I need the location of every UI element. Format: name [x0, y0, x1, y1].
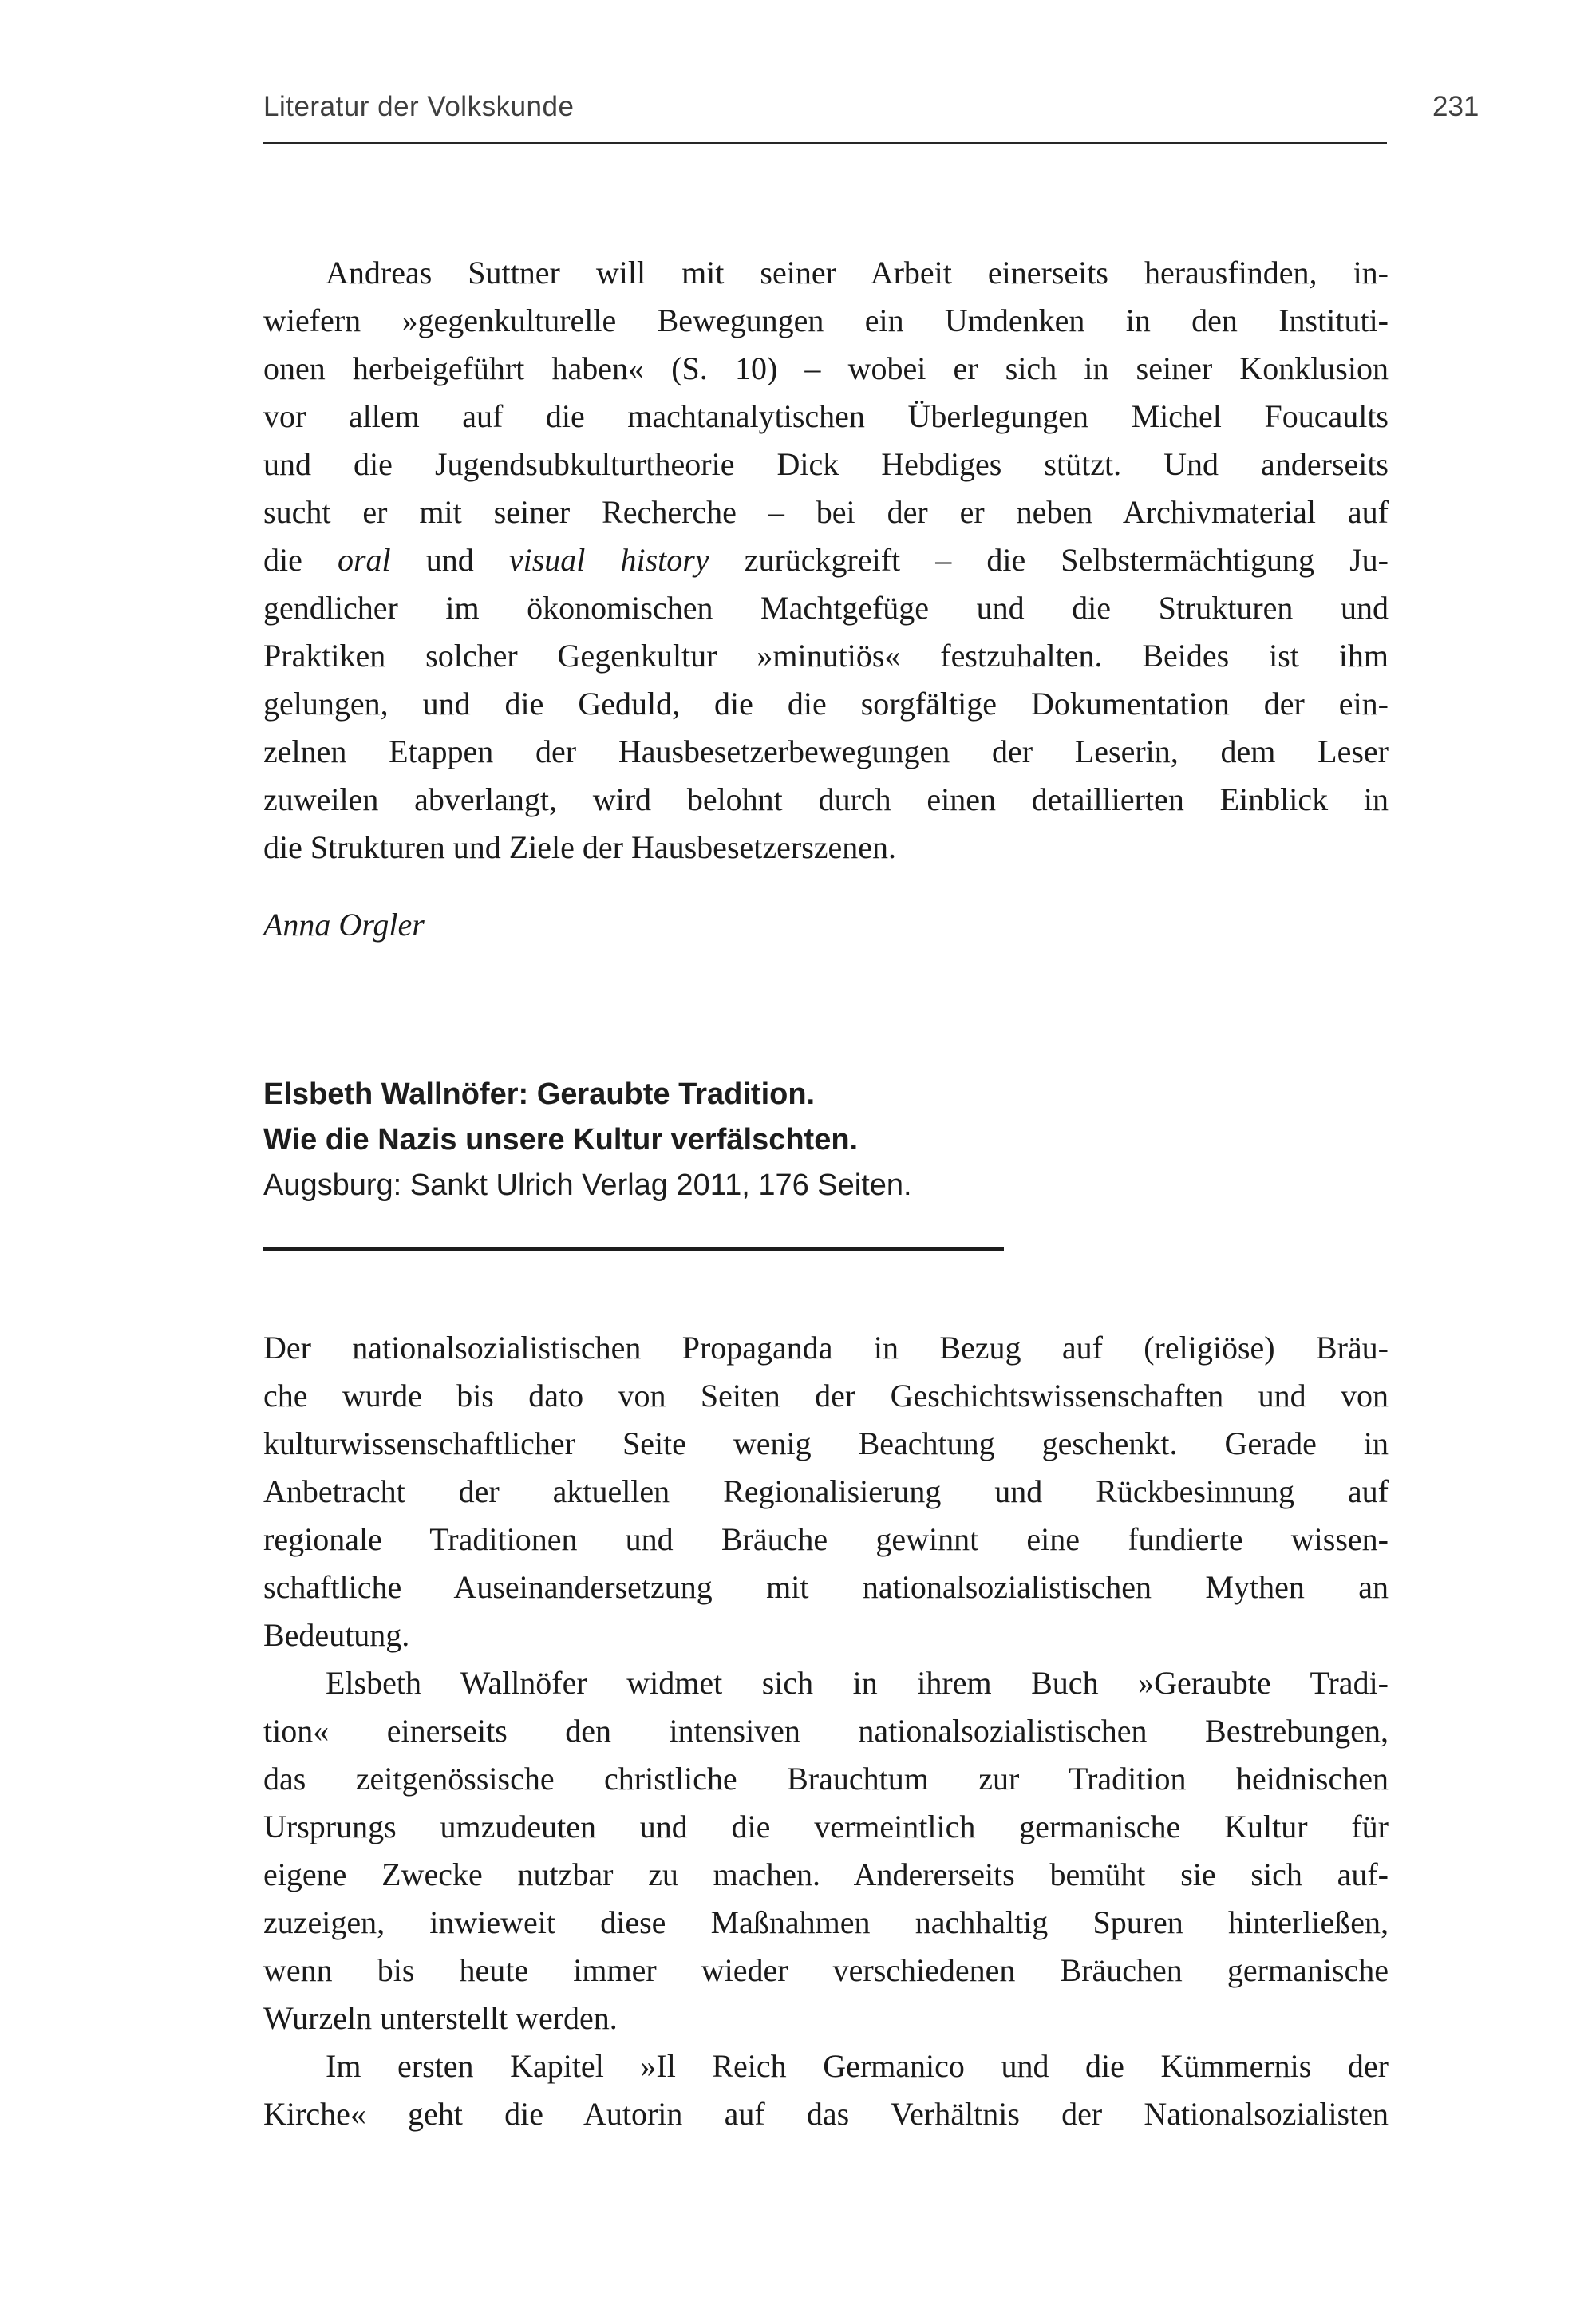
text-segment: und	[390, 542, 509, 578]
review-imprint-line: Augsburg: Sankt Ulrich Verlag 2011, 176 Seiten.	[263, 1168, 912, 1202]
review-wallnoefer-paragraph	[263, 1324, 1389, 2138]
review-title-line: Wie die Nazis unsere Kultur verfälschten.	[263, 1123, 859, 1156]
review-heading-block	[263, 1072, 1389, 1208]
text-line: die Strukturen und Ziele der Hausbesetzerszenen.	[263, 829, 897, 865]
text-line: gelungen, und die Geduld, die die sorgfältige Dokumentation der ein-	[263, 686, 1389, 722]
text-line: vor allem auf die machtanalytischen Überlegungen Michel Foucaults	[263, 398, 1389, 434]
text-line: che wurde bis dato von Seiten der Geschichtswissenschaften und von	[263, 1378, 1389, 1413]
text-line: regionale Traditionen und Bräuche gewinnt eine fundierte wissen-	[263, 1521, 1389, 1557]
text-line: gendlicher im ökonomischen Machtgefüge und die Strukturen und	[263, 590, 1389, 626]
italic-term: oral	[337, 542, 391, 578]
text-segment: die	[263, 542, 338, 578]
text-line: zuweilen abverlangt, wird belohnt durch einen detaillierten Einblick in	[263, 781, 1389, 817]
text-line: und die Jugendsubkulturtheorie Dick Hebdiges stützt. Und anderseits	[263, 446, 1389, 482]
text-line: Im ersten Kapitel »Il Reich Germanico und die Kümmernis der	[326, 2048, 1389, 2084]
text-line: Wurzeln unterstellt werden.	[263, 2000, 618, 2036]
text-line: Anbetracht der aktuellen Regionalisierung und Rückbesinnung auf	[263, 1473, 1389, 1509]
text-line: Praktiken solcher Gegenkultur »minutiös« festzuhalten. Beides ist ihm	[263, 638, 1389, 674]
text-line: Andreas Suttner will mit seiner Arbeit einerseits herausfinden, in-	[326, 255, 1389, 291]
text-line: Elsbeth Wallnöfer widmet sich in ihrem Buch »Geraubte Tradi-	[326, 1665, 1389, 1701]
text-line: tion« einerseits den intensiven nationalsozialistischen Bestrebungen,	[263, 1713, 1389, 1749]
text-line: Kirche« geht die Autorin auf das Verhältnis der Nationalsozialisten	[263, 2096, 1389, 2132]
text-line: onen herbeigeführt haben« (S. 10) – wobei er sich in seiner Konklusion	[263, 350, 1389, 386]
header-rule	[263, 142, 1387, 144]
text-line: Ursprungs umzudeuten und die vermeintlich germanische Kultur für	[263, 1809, 1389, 1844]
italic-term: visual history	[508, 542, 709, 578]
text-line: wenn bis heute immer wieder verschiedenen Bräuchen germanische	[263, 1952, 1389, 1988]
review-suttner-paragraph	[263, 249, 1389, 872]
text-line: schaftliche Auseinandersetzung mit nationalsozialistischen Mythen an	[263, 1569, 1389, 1605]
reviewer-signature: Anna Orgler	[263, 907, 425, 943]
text-line: zelnen Etappen der Hausbesetzerbewegungen der Leserin, dem Leser	[263, 733, 1389, 769]
text-line: zuzeigen, inwieweit diese Maßnahmen nachhaltig Spuren hinterließen,	[263, 1904, 1389, 1940]
text-line: das zeitgenössische christliche Brauchtum zur Tradition heidnischen	[263, 1761, 1389, 1797]
page-number: 231	[1432, 91, 1479, 122]
running-head-section-title: Literatur der Volkskunde	[263, 91, 575, 122]
text-line: wiefern »gegenkulturelle Bewegungen ein Umdenken in den Instituti-	[263, 302, 1389, 338]
review-title-line: Elsbeth Wallnöfer: Geraubte Tradition.	[263, 1077, 816, 1111]
text-line: kulturwissenschaftlicher Seite wenig Beachtung geschenkt. Gerade in	[263, 1425, 1389, 1461]
text-line: Bedeutung.	[263, 1617, 410, 1653]
review-heading-rule	[263, 1247, 1004, 1251]
text-segment: zurückgreift – die Selbstermächtigung Ju-	[709, 542, 1389, 578]
text-line-with-italics	[263, 536, 1389, 584]
text-line: sucht er mit seiner Recherche – bei der er neben Archivmaterial auf	[263, 494, 1389, 530]
text-line: Der nationalsozialistischen Propaganda in Bezug auf (religiöse) Bräu-	[263, 1330, 1389, 1366]
text-line: eigene Zwecke nutzbar zu machen. Andererseits bemüht sie sich auf-	[263, 1856, 1389, 1892]
